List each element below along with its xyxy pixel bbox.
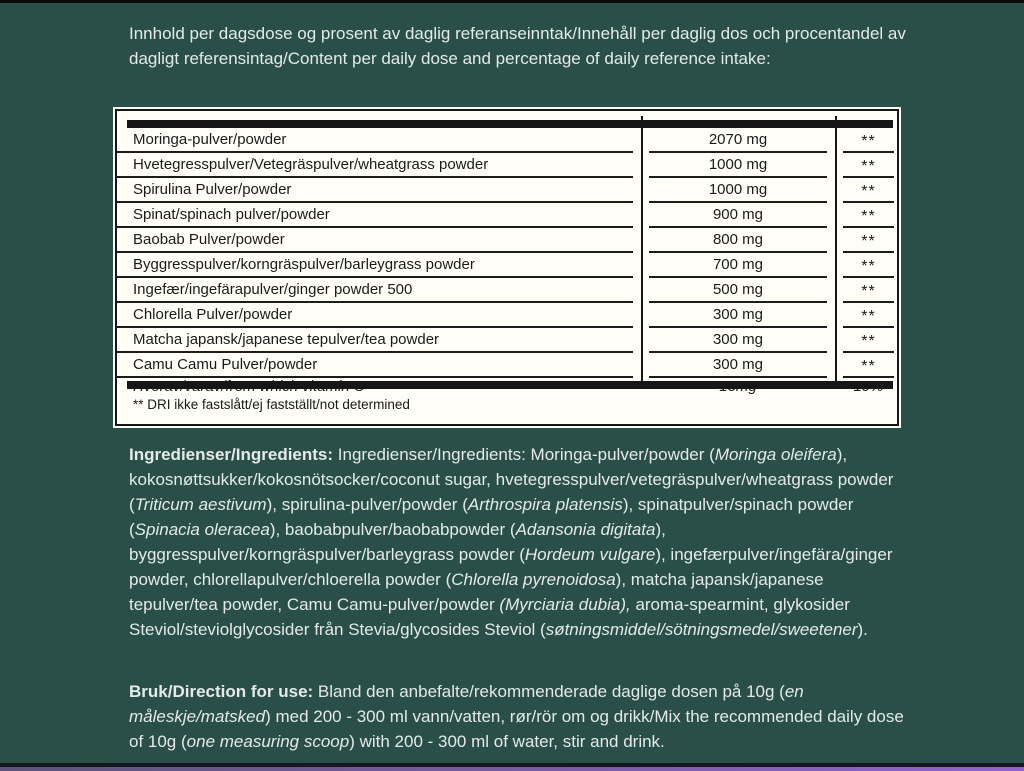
table-cell-name: Chlorella Pulver/powder xyxy=(117,303,633,328)
table-footnote: ** DRI ikke fastslått/ej fastställt/not determined xyxy=(133,397,410,412)
table-cell-name: Moringa-pulver/powder xyxy=(117,128,633,153)
table-cell-amount: 900 mg xyxy=(649,203,827,228)
table-cell-dri: ** xyxy=(843,278,894,303)
table-cell-dri: ** xyxy=(843,253,894,278)
text-segment: Chlorella pyrenoidosa xyxy=(451,570,616,589)
text-segment: Hordeum vulgare xyxy=(524,545,656,564)
table-row xyxy=(117,328,897,353)
table-cell-name: Camu Camu Pulver/powder xyxy=(117,353,633,378)
table-row xyxy=(117,178,897,203)
directions-label: Bruk/Direction for use: xyxy=(129,682,314,701)
text-segment: en måleskje/matsked xyxy=(129,682,804,726)
table-cell-amount: 500 mg xyxy=(649,278,827,303)
table-row xyxy=(117,353,897,378)
table-cell-dri: ** xyxy=(843,328,894,353)
text-segment: ), byggresspulver/korngräspulver/barleygrass powder ( xyxy=(129,520,666,564)
directions-paragraph xyxy=(129,679,904,754)
table-cell-name: Hvetegresspulver/Vetegräspulver/wheatgrass powder xyxy=(117,153,633,178)
table-cell-name: Baobab Pulver/powder xyxy=(117,228,633,253)
table-cell-amount: 300 mg xyxy=(649,303,827,328)
table-cell-dri: ** xyxy=(843,228,894,253)
table-cell-name: Byggresspulver/korngräspulver/barleygrass powder xyxy=(117,253,633,278)
text-segment: Adansonia digitata xyxy=(515,520,656,539)
table-row xyxy=(117,128,897,153)
table-rows xyxy=(117,128,897,381)
table-top-bar xyxy=(127,120,893,128)
intro-text: Innhold per dagsdose og prosent av daglig referanseinntak/Innehåll per daglig dos och procentandel av dagligt referensintag/Content per daily dose and percentage of daily reference intake: xyxy=(129,24,906,68)
table-cell-name: Spirulina Pulver/powder xyxy=(117,178,633,203)
table-row xyxy=(117,228,897,253)
text-segment: ), kokosnøttsukker/kokosnötsocker/coconut sugar, hvetegresspulver/vetegräspulver/wheatgrass powder ( xyxy=(129,445,894,514)
table-cell-name: Ingefær/ingefärapulver/ginger powder 500 xyxy=(117,278,633,303)
text-segment: one measuring scoop xyxy=(186,732,350,751)
text-segment: ), spirulina-pulver/powder ( xyxy=(266,495,468,514)
ingredients-label: Ingredienser/Ingredients: xyxy=(129,445,334,464)
table-cell-dri: ** xyxy=(843,153,894,178)
text-segment: Arthrospira platensis xyxy=(467,495,623,514)
table-cell-dri: ** xyxy=(843,178,894,203)
text-segment: ), baobabpulver/baobabpowder ( xyxy=(269,520,516,539)
table-cell-name: Matcha japansk/japanese tepulver/tea powder xyxy=(117,328,633,353)
text-segment: ), ingefærpulver/ingefära/ginger powder, chlorellapulver/chloerella powder ( xyxy=(129,545,893,589)
table-cell-dri: ** xyxy=(843,203,894,228)
column-divider-amount xyxy=(641,116,643,385)
table-row xyxy=(117,253,897,278)
text-segment: Triticum aestivum xyxy=(134,495,267,514)
table-row xyxy=(117,203,897,228)
text-segment: søtningsmiddel/sötningsmedel/sweetener xyxy=(545,620,858,639)
ingredients-paragraph xyxy=(129,442,904,642)
table-cell-amount: 700 mg xyxy=(649,253,827,278)
text-segment: ), matcha japansk/japanese tepulver/tea powder, Camu Camu-pulver/powder xyxy=(129,570,824,614)
text-segment: (Myrciaria dubia), xyxy=(499,595,631,614)
top-edge-line xyxy=(0,0,1024,3)
table-row xyxy=(117,303,897,328)
text-segment: ), spinatpulver/spinach powder ( xyxy=(129,495,854,539)
table-cell-amount: 1000 mg xyxy=(649,153,827,178)
column-divider-dri xyxy=(835,116,837,385)
text-segment: Bland den anbefalte/rekommenderade daglige dosen på 10g ( xyxy=(313,682,785,701)
text-segment: Ingredienser/Ingredients: Moringa-pulver/powder ( xyxy=(333,445,715,464)
text-segment: ) with 200 - 300 ml of water, stir and drink. xyxy=(349,732,665,751)
bottom-purple-bar xyxy=(0,767,1024,771)
table-row xyxy=(117,153,897,178)
text-segment: aroma-spearmint, glykosider Steviol/steviolglycosider från Stevia/glycosides Steviol ( xyxy=(129,595,850,639)
table-cell-name: Spinat/spinach pulver/powder xyxy=(117,203,633,228)
text-segment: ). xyxy=(857,620,868,639)
table-cell-amount: 300 mg xyxy=(649,328,827,353)
table-bottom-bar xyxy=(127,381,893,389)
table-cell-dri: ** xyxy=(843,128,894,153)
nutrition-panel xyxy=(113,107,901,428)
table-cell-amount: 1000 mg xyxy=(649,178,827,203)
table-cell-dri: ** xyxy=(843,303,894,328)
table-cell-dri: ** xyxy=(843,353,894,378)
table-cell-amount: 2070 mg xyxy=(649,128,827,153)
nutrition-table-frame xyxy=(115,109,899,426)
table-cell-amount: 800 mg xyxy=(649,228,827,253)
text-segment: Spinacia oleracea xyxy=(134,520,270,539)
ingredients-text xyxy=(129,445,893,639)
table-row xyxy=(117,278,897,303)
table-cell-amount: 300 mg xyxy=(649,353,827,378)
text-segment: ) med 200 - 300 ml vann/vatten, rør/rör om og drikk/Mix the recommended daily dose of 10g ( xyxy=(129,707,904,751)
text-segment: Moringa oleifera xyxy=(714,445,837,464)
